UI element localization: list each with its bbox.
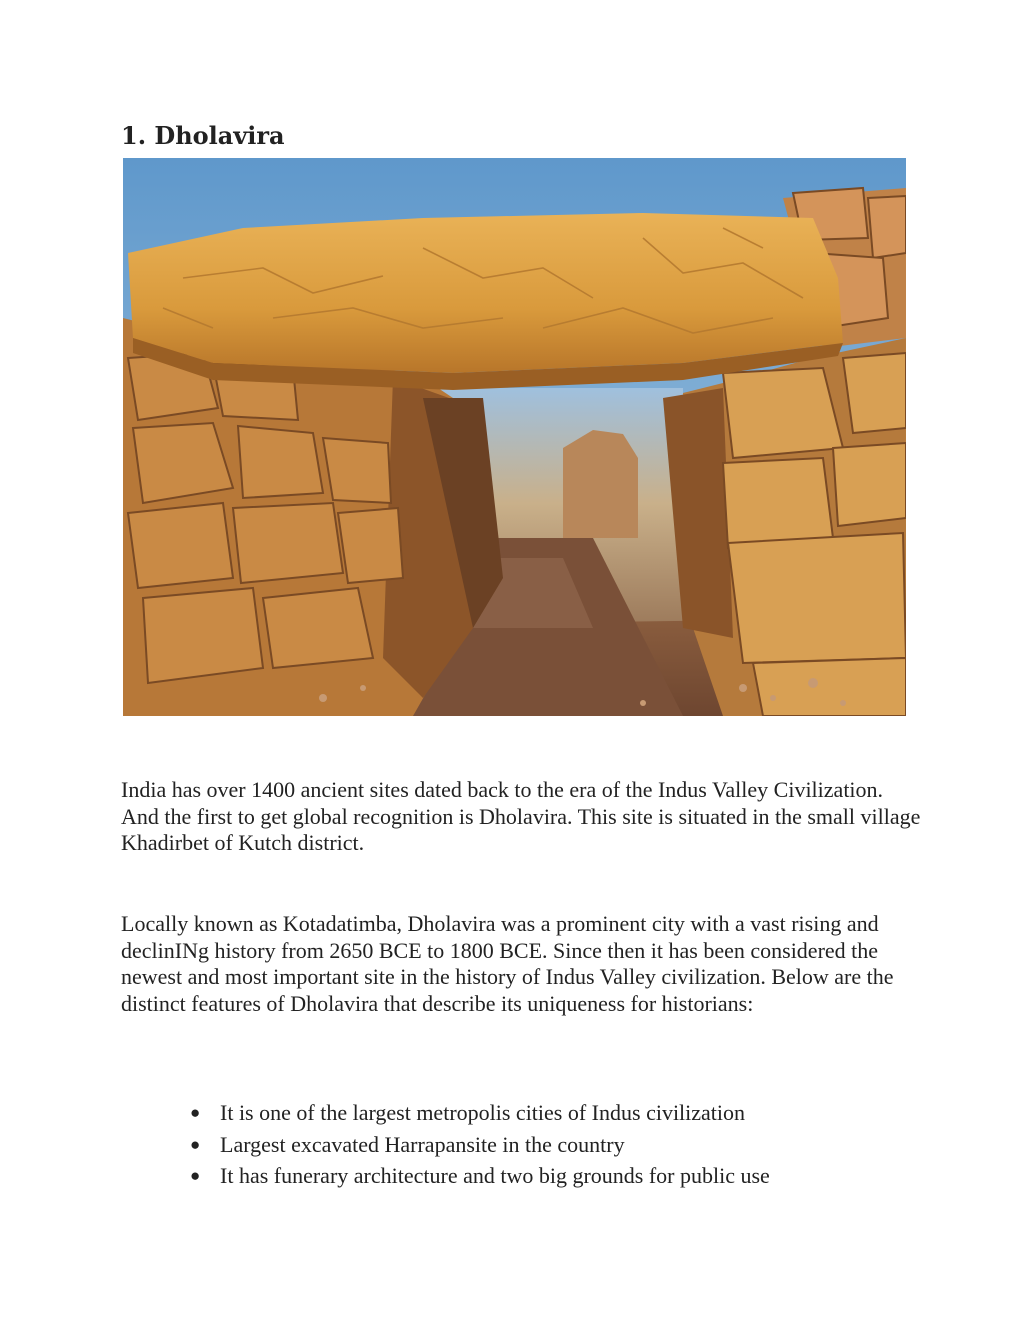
bullet-icon: ● <box>190 1134 201 1154</box>
intro-paragraph: India has over 1400 ancient sites dated back to the era of the Indus Valley Civilization. And the first to get global recognition is Dholavira. This site is situated in the small village Khadirbet of Kutch district. <box>121 777 921 855</box>
dholavira-gateway-photo <box>123 158 906 716</box>
bullet-icon: ● <box>190 1166 201 1185</box>
history-paragraph: Locally known as Kotadatimba, Dholavira was a prominent city with a vast rising and declinINg history from 2650 BCE to 1800 BCE. Since then it has been considered the newest and most important site in the history of Indus Valley civilization. Below are the distinct features of Dholavira that describe its uniqueness for historians: <box>121 911 894 1016</box>
list-item-text: It is one of the largest metropolis cities of Indus civilization <box>220 1100 746 1125</box>
list-item-text: It has funerary architecture and two big grounds for public use <box>220 1163 770 1188</box>
list-item <box>188 1160 968 1192</box>
list-item <box>188 1097 968 1129</box>
features-list <box>188 1097 968 1192</box>
list-item-text: Largest excavated Harrapansite in the country <box>220 1131 625 1157</box>
list-item <box>188 1129 968 1161</box>
bullet-icon: ● <box>190 1103 201 1122</box>
page-heading: 1. Dholavira <box>121 121 285 150</box>
